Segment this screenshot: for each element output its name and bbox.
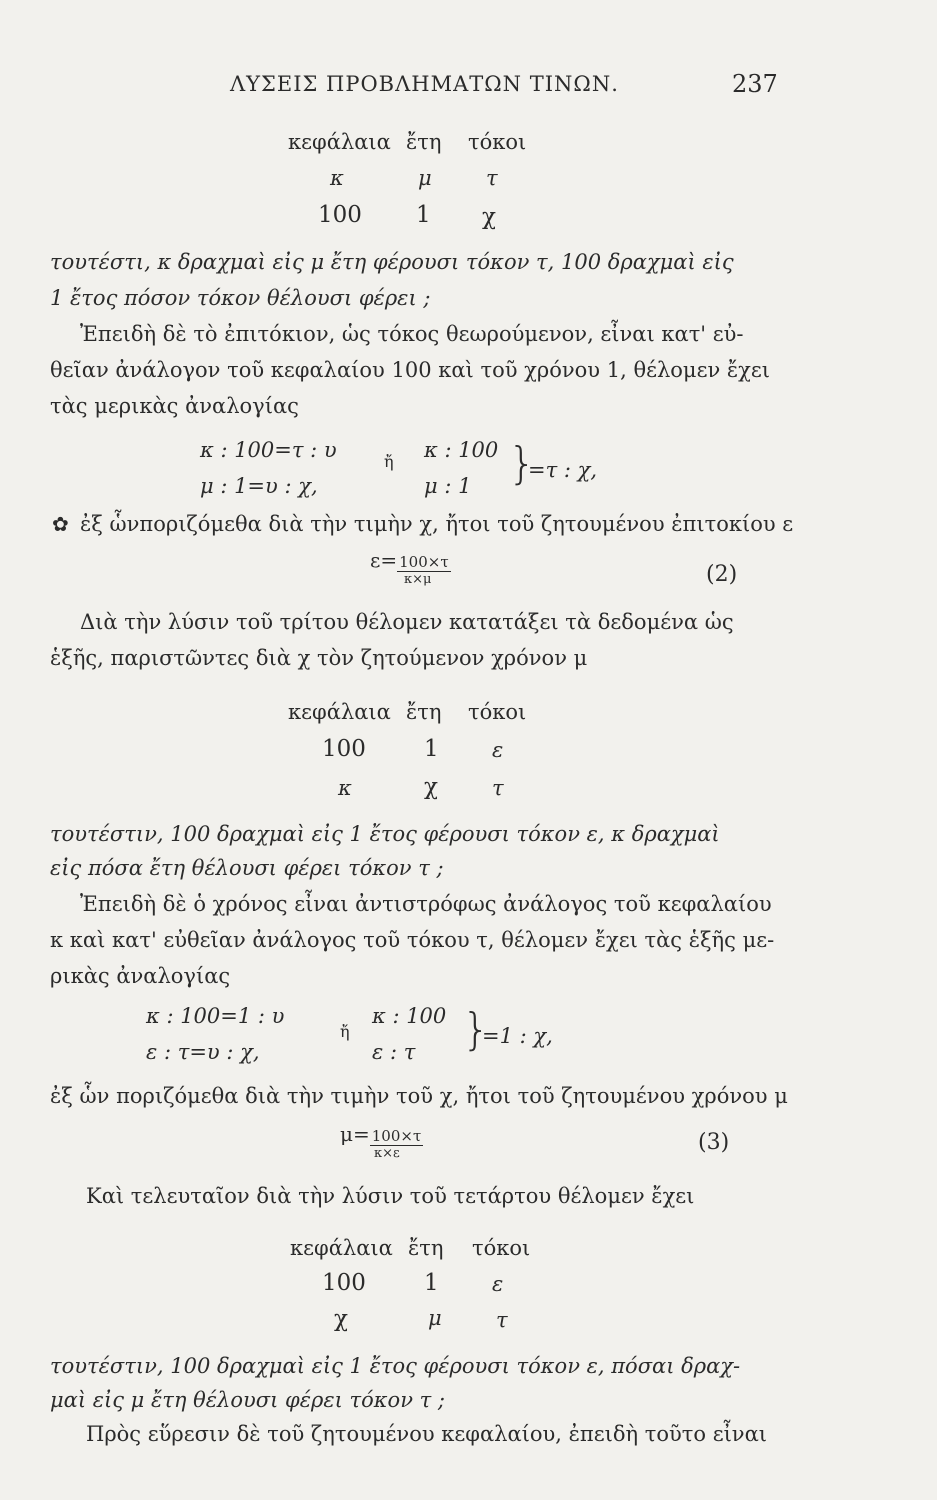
table-header-interest: τόκοι — [468, 130, 527, 154]
table-header-years: ἔτη — [408, 1236, 444, 1260]
table-header-capital: κεφάλαια — [288, 700, 391, 724]
formula-3 — [340, 1122, 423, 1161]
table-cell: ε — [492, 1272, 504, 1296]
text-line: τουτέστιν, 100 δραχμαὶ εἰς 1 ἔτος φέρουσι τόκον ε, πόσαι δραχ- — [50, 1354, 741, 1378]
table-cell: χ — [334, 1306, 348, 1332]
proportion-right-1: κ : 100 — [424, 438, 499, 462]
or-word: ἤ — [384, 452, 394, 471]
table-cell: χ — [482, 204, 496, 230]
table-header-years: ἔτη — [406, 700, 442, 724]
page-number: 237 — [732, 70, 778, 98]
text-line: Καὶ τελευταῖον διὰ τὴν λύσιν τοῦ τετάρτου θέλομεν ἔχει — [86, 1184, 695, 1208]
equation-number: (3) — [698, 1130, 730, 1155]
table-cell: τ — [496, 1308, 508, 1332]
brace-icon: } — [462, 1004, 490, 1055]
formula-lhs: ε= — [370, 548, 398, 572]
table-cell: χ — [424, 774, 438, 800]
table-header-interest: τόκοι — [468, 700, 527, 724]
table-cell: 100 — [318, 202, 362, 228]
text-line: τουτέστι, κ δραχμαὶ εἰς μ ἔτη φέρουσι τόκον τ, 100 δραχμαὶ εἰς — [50, 250, 734, 274]
text-line: κ καὶ κατ' εὐθεῖαν ἀνάλογος τοῦ τόκου τ, θέλομεν ἔχει τὰς ἑξῆς με- — [50, 928, 775, 952]
table-cell: 1 — [416, 202, 431, 228]
formula-2 — [370, 548, 451, 587]
running-header: ΛΥΣΕΙΣ ΠΡΟΒΛΗΜΑΤΩΝ ΤΙΝΩΝ. — [230, 72, 619, 96]
proportion-result: =1 : χ, — [482, 1024, 553, 1048]
text-line: ἑξῆς, παριστῶντες διὰ χ τὸν ζητούμενον χρόνον μ — [50, 646, 588, 670]
equation-number: (2) — [706, 562, 738, 587]
text-line: Διὰ τὴν λύσιν τοῦ τρίτου θέλομεν κατατάξει τὰ δεδομένα ὡς — [80, 610, 734, 634]
proportion-right-2: μ : 1 — [424, 474, 472, 498]
formula-lhs: μ= — [340, 1122, 370, 1146]
text-line: ἐξ ὧν ποριζόμεθα διὰ τὴν τιμὴν τοῦ χ, ἤτοι τοῦ ζητουμένου χρόνου μ — [50, 1084, 788, 1108]
proportion-right-1: κ : 100 — [372, 1004, 447, 1028]
proportion-left-1: κ : 100=1 : υ — [146, 1004, 285, 1028]
text-line: μαὶ εἰς μ ἔτη θέλουσι φέρει τόκον τ ; — [50, 1388, 446, 1412]
text-line: ἐξ ὧνποριζόμεθα διὰ τὴν τιμὴν χ, ἤτοι τοῦ ζητουμένου ἐπιτοκίου ε — [80, 512, 794, 536]
proportion-left-2: μ : 1=υ : χ, — [200, 474, 318, 498]
table-header-interest: τόκοι — [472, 1236, 531, 1260]
table-cell: μ — [418, 166, 432, 190]
text-line: θεῖαν ἀνάλογον τοῦ κεφαλαίου 100 καὶ τοῦ χρόνου 1, θέλομεν ἔχει — [50, 358, 770, 382]
formula-numerator: 100×τ — [399, 553, 449, 571]
text-line: εἰς πόσα ἔτη θέλουσι φέρει τόκον τ ; — [50, 856, 444, 880]
proportion-left-2: ε : τ=υ : χ, — [146, 1040, 260, 1064]
table-cell: 1 — [424, 736, 439, 762]
proportion-left-1: κ : 100=τ : υ — [200, 438, 337, 462]
table-header-capital: κεφάλαια — [288, 130, 391, 154]
text-line: 1 ἔτος πόσον τόκον θέλουσι φέρει ; — [50, 286, 431, 310]
text-line: ρικὰς ἀναλογίας — [50, 964, 231, 988]
proportion-result: =τ : χ, — [528, 458, 598, 482]
table-cell: μ — [428, 1306, 442, 1330]
table-cell: 1 — [424, 1270, 439, 1296]
brace-icon: } — [508, 438, 536, 489]
text-line: Ἐπειδὴ δὲ τὸ ἐπιτόκιον, ὡς τόκος θεωρούμενον, εἶναι κατ' εὐ- — [80, 322, 744, 346]
table-header-capital: κεφάλαια — [290, 1236, 393, 1260]
table-header-years: ἔτη — [406, 130, 442, 154]
table-cell: 100 — [322, 1270, 366, 1296]
text-line: τὰς μερικὰς ἀναλογίας — [50, 394, 299, 418]
formula-denominator: κ×ε — [374, 1146, 400, 1161]
text-line: Ἐπειδὴ δὲ ὁ χρόνος εἶναι ἀντιστρόφως ἀνάλογος τοῦ κεφαλαίου — [80, 892, 772, 916]
table-cell: κ — [338, 776, 352, 800]
or-word: ἤ — [340, 1022, 350, 1041]
proportion-right-2: ε : τ — [372, 1040, 416, 1064]
table-cell: 100 — [322, 736, 366, 762]
formula-denominator: κ×μ — [404, 572, 432, 587]
table-cell: τ — [492, 776, 504, 800]
formula-numerator: 100×τ — [371, 1127, 422, 1145]
text-line: Πρὸς εὕρεσιν δὲ τοῦ ζητουμένου κεφαλαίου, ἐπειδὴ τοῦτο εἶναι — [86, 1422, 767, 1446]
table-cell: κ — [330, 166, 344, 190]
ink-mark-icon: ✿ — [52, 512, 69, 536]
table-cell: ε — [492, 738, 504, 762]
table-cell: τ — [486, 166, 498, 190]
text-line: τουτέστιν, 100 δραχμαὶ εἰς 1 ἔτος φέρουσι τόκον ε, κ δραχμαὶ — [50, 822, 720, 846]
